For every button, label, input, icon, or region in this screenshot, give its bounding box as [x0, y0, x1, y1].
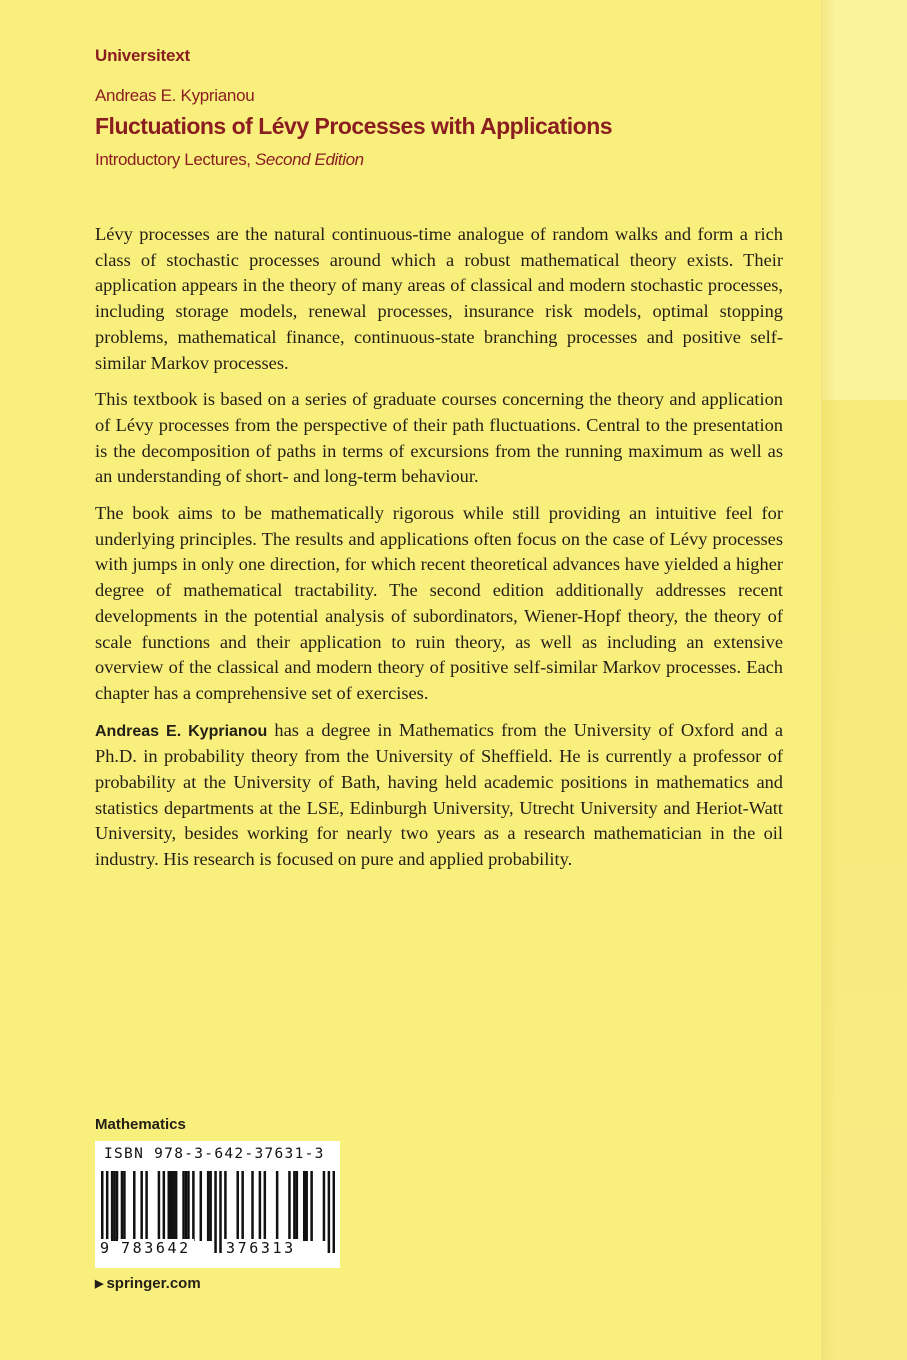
- barcode-bar: [236, 1171, 239, 1241]
- barcode-bar: [241, 1171, 244, 1241]
- subtitle-edition: Second Edition: [254, 150, 364, 169]
- ean-right-group: 376313: [223, 1239, 299, 1257]
- barcode-bar: [323, 1171, 326, 1241]
- ean-left-group: 783642: [118, 1239, 194, 1257]
- barcode-bar: [293, 1171, 296, 1241]
- barcode-bar: [192, 1171, 195, 1241]
- barcode-bar: [182, 1171, 185, 1241]
- barcode-bar: [259, 1171, 262, 1241]
- barcode-bar: [310, 1171, 313, 1241]
- barcode-bar: [296, 1171, 299, 1241]
- barcode-bar: [207, 1171, 210, 1241]
- series-name: Universitext: [95, 46, 190, 65]
- book-subtitle: [95, 150, 364, 170]
- subtitle-main: Introductory Lectures,: [95, 150, 251, 169]
- barcode-bar: [158, 1171, 161, 1241]
- publisher-url: springer.com: [106, 1275, 201, 1292]
- barcode-bar: [113, 1171, 116, 1241]
- barcode-bar: [224, 1171, 227, 1241]
- isbn-label: ISBN 978-3-642-37631-3: [104, 1146, 325, 1162]
- ean-digits: [95, 1239, 340, 1263]
- barcode-bar: [251, 1171, 254, 1241]
- ean-first-digit: 9: [100, 1239, 110, 1257]
- barcode-bar: [264, 1171, 267, 1241]
- barcode-bar: [121, 1171, 124, 1241]
- bio-text: has a degree in Mathematics from the University of Oxford and a Ph.D. in probability theory from the University of Sheffield. He is currently a professor of probability at the University of Bath, having held academic positions in mathematics and statistics departments at the LSE, Edinburgh University, Utrecht University and Heriot-Watt University, besides working for nearly two years as a research mathematician in the oil industry. His research is focused on pure and applied probability.: [95, 719, 783, 870]
- barcode-bar: [140, 1171, 143, 1241]
- arrow-right-icon: ▶: [95, 1278, 104, 1290]
- barcode-bar: [185, 1171, 188, 1241]
- subject-category: Mathematics: [95, 1116, 186, 1133]
- barcode-bar: [170, 1171, 173, 1241]
- author-name: Andreas E. Kyprianou: [95, 86, 255, 105]
- barcode-bar: [209, 1171, 212, 1241]
- author-bio: [95, 718, 783, 873]
- barcode-bar: [187, 1171, 190, 1241]
- blurb-paragraph-1: Lévy processes are the natural continuous-time analogue of random walks and form a rich class of stochastic processes around which a robust mathematical theory exists. Their application appears in the theory of many areas of classical and modern stochastic processes, including storage models, renewal processes, insurance risk models, optimal stopping problems, mathematical finance, continuous-state branching processes and positive self-similar Markov processes.: [95, 224, 783, 373]
- blurb-paragraph-2: This textbook is based on a series of graduate courses concerning the theory and application of Lévy processes from the perspective of their path fluctuations. Central to the presentation is the decomposition of paths in terms of excursions from the running maximum as well as an understanding of short- and long-term behaviour.: [95, 389, 783, 487]
- barcode-bar: [111, 1171, 114, 1241]
- barcode-bar: [175, 1171, 178, 1241]
- barcode-bar: [133, 1171, 136, 1241]
- barcode-bar: [163, 1171, 166, 1241]
- isbn-barcode-box: [95, 1141, 340, 1268]
- barcode-bar: [116, 1171, 119, 1241]
- bio-author-name: Andreas E. Kyprianou: [95, 722, 268, 740]
- barcode-bar: [288, 1171, 291, 1241]
- barcode-bar: [200, 1171, 203, 1241]
- barcode-bar: [145, 1171, 148, 1241]
- spine-edge-strip: [821, 0, 907, 1360]
- barcode-bar: [123, 1171, 126, 1241]
- publisher-link[interactable]: [95, 1275, 201, 1292]
- book-title: Fluctuations of Lévy Processes with Applications: [95, 113, 613, 139]
- barcode-bar: [172, 1171, 175, 1241]
- barcode-bar: [305, 1171, 308, 1241]
- barcode-bar: [303, 1171, 306, 1241]
- blurb-paragraph-3: The book aims to be mathematically rigorous while still providing an intuitive feel for underlying principles. The results and applications often focus on the case of Lévy processes with jumps in only one direction, for which recent theoretical advances have yielded a higher degree of mathematical tractability. The second edition additionally addresses recent developments in the potential analysis of subordinators, Wiener-Hopf theory, the theory of scale functions and their application to ruin theory, as well as including an extensive overview of the classical and modern theory of positive self-similar Markov processes. Each chapter has a comprehensive set of exercises.: [95, 503, 783, 703]
- barcode-bar: [276, 1171, 279, 1241]
- barcode-bar: [168, 1171, 171, 1241]
- blurb: [95, 222, 783, 884]
